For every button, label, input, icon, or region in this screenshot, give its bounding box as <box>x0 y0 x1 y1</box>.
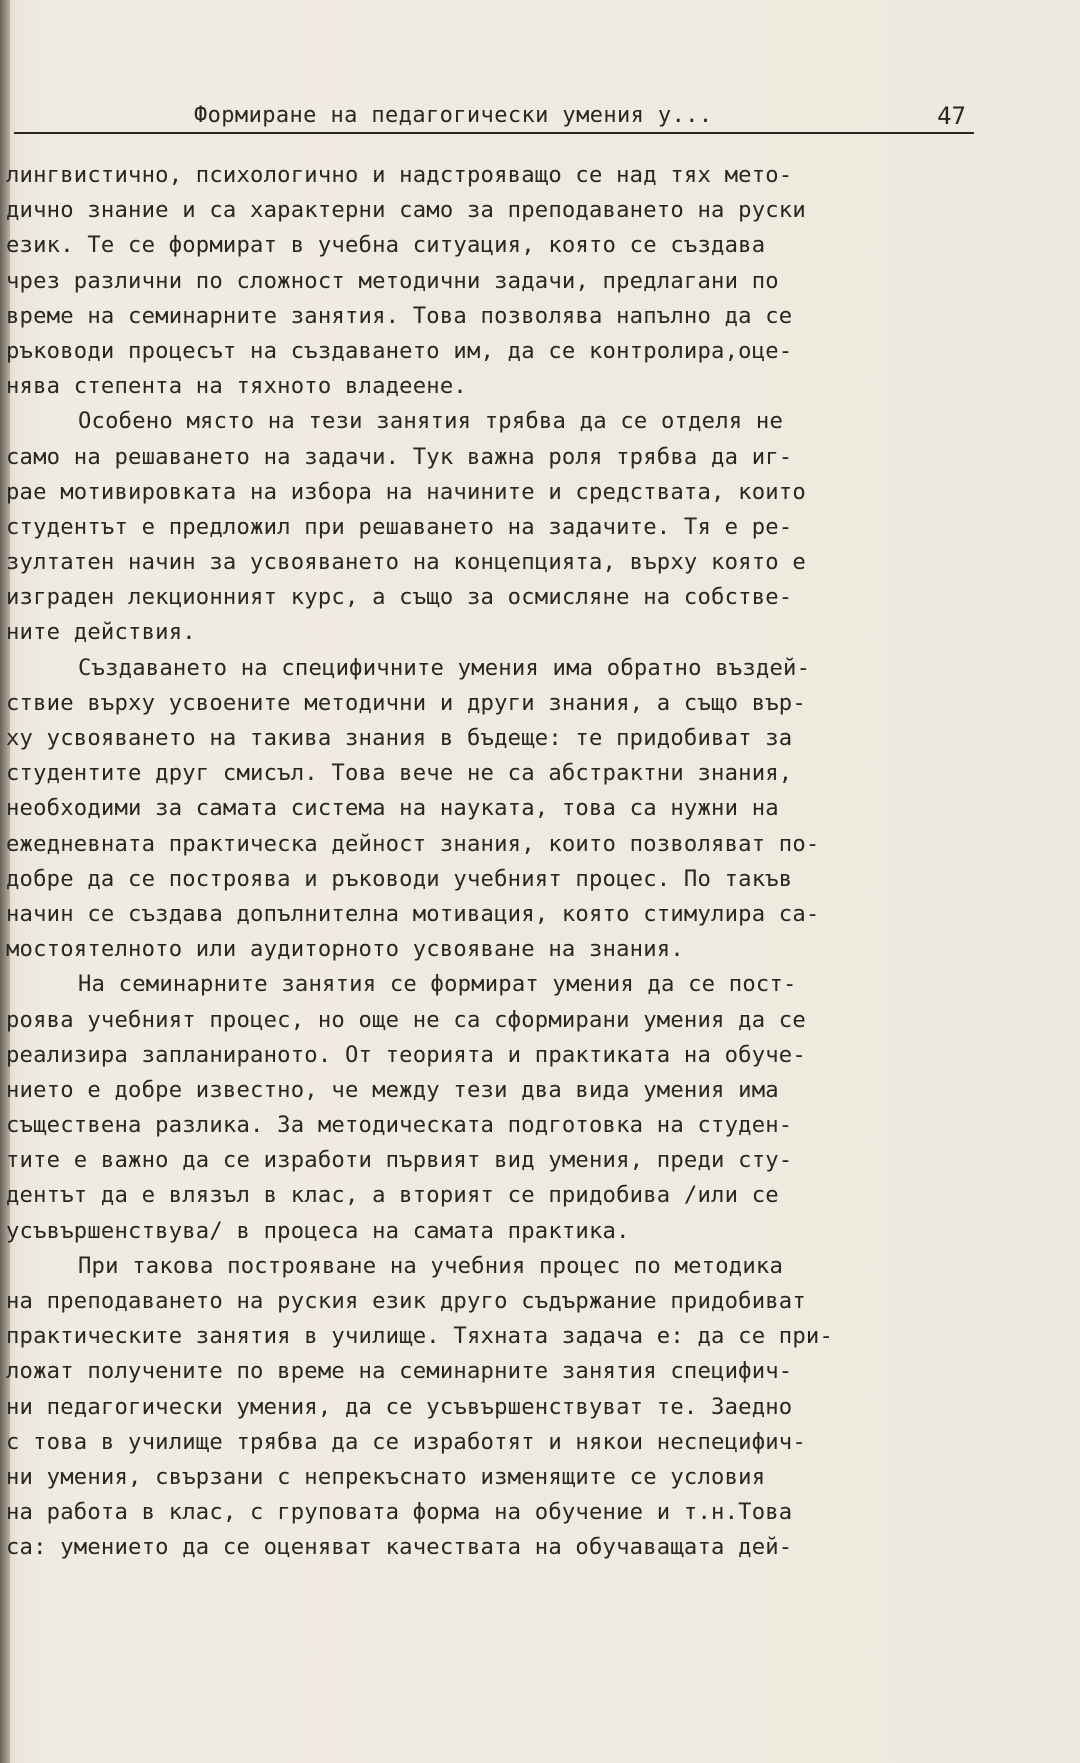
body-text <box>6 158 976 1566</box>
text-line: При такова построяване на учебния процес по методика <box>78 1252 784 1279</box>
text-line: мостоятелното или аудиторното усвояване на знания. <box>6 936 684 963</box>
text-line: практическите занятия в училище. Тяхната задача е: да се при- <box>6 1323 834 1350</box>
text-line: Особено място на тези занятия трябва да се отделя не <box>78 408 784 435</box>
text-line: ни педагогически умения, да се усъвършенствуват те. Заедно <box>6 1393 793 1420</box>
text-line: необходими за самата система на науката, това са нужни на <box>6 795 779 822</box>
text-line: Създаването на специфичните умения има обратно въздей- <box>78 654 811 681</box>
text-line: ху усвояването на такива знания в бъдеще: те придобиват за <box>6 725 793 751</box>
text-line: време на семинарните занятия. Това позволява напълно да се <box>6 302 793 329</box>
text-line: ствие върху усвоените методични и други знания, а също вър- <box>6 689 806 716</box>
text-line: роява учебният процес, но още не са сформирани умения да се <box>6 1006 806 1033</box>
page-number: 47 <box>937 102 966 130</box>
text-line: съществена разлика. За методическата подготовка на студен- <box>6 1112 793 1139</box>
text-line: рае мотивировката на избора на начините и средствата, които <box>6 478 806 505</box>
text-line: усъвършенствува/ в процеса на самата практика. <box>6 1217 630 1244</box>
text-line: студентите друг смисъл. Това вече не са абстрактни знания, <box>6 760 793 787</box>
running-title: Формиране на педагогически умения у... <box>194 103 713 128</box>
text-line: ръководи процесът на създаването им, да се контролира,оце- <box>6 337 793 364</box>
text-line: На семинарните занятия се формират умения да се пост- <box>78 971 797 998</box>
text-line: начин се създава допълнителна мотивация, която стимулира са- <box>6 900 820 927</box>
text-line: изграден лекционният курс, а също за осмисляне на собстве- <box>6 584 793 611</box>
text-line: дично знание и са характерни само за преподаването на руски <box>6 197 806 224</box>
text-line: са: умението да се оценяват качествата на обучаващата дей- <box>6 1534 793 1561</box>
text-line: дентът да е влязъл в клас, а вторият се придобива /или се <box>6 1182 779 1209</box>
text-line: лингвистично, психологично и надстрояващо се над тях мето- <box>6 162 793 188</box>
text-line: на работа в клас, с груповата форма на обучение и т.н.Това <box>6 1499 793 1526</box>
text-line: реализира запланираното. От теорията и практиката на обуче- <box>6 1041 806 1068</box>
text-line: с това в училище трябва да се изработят и някои неспецифич- <box>6 1428 806 1455</box>
text-line: нието е добре известно, че между тези два вида умения има <box>6 1076 779 1103</box>
text-line: на преподаването на руския език друго съдържание придобиват <box>6 1288 806 1314</box>
text-line: ни умения, свързани с непрекъснато изменящите се условия <box>6 1463 766 1490</box>
text-line: добре да се построява и ръководи учебният процес. По такъв <box>6 865 793 892</box>
text-line: ложат получените по време на семинарните занятия специфич- <box>6 1358 793 1385</box>
text-line: нява степента на тяхното владеене. <box>6 373 467 400</box>
text-line: само на решаването на задачи. Тук важна роля трябва да иг- <box>6 443 793 470</box>
text-line: чрез различни по сложност методични задачи, предлагани по <box>6 267 779 294</box>
text-line: зултатен начин за усвояването на концепцията, върху която е <box>6 549 806 576</box>
page-header <box>14 86 974 134</box>
text-line: ежедневната практическа дейност знания, които позволяват по- <box>6 830 820 857</box>
text-line: тите е важно да се изработи първият вид умения, преди сту- <box>6 1147 793 1174</box>
text-line: студентът е предложил при решаването на задачите. Тя е ре- <box>6 513 793 540</box>
text-line: език. Те се формират в учебна ситуация, която се създава <box>6 232 766 259</box>
text-line: ните действия. <box>6 619 196 646</box>
